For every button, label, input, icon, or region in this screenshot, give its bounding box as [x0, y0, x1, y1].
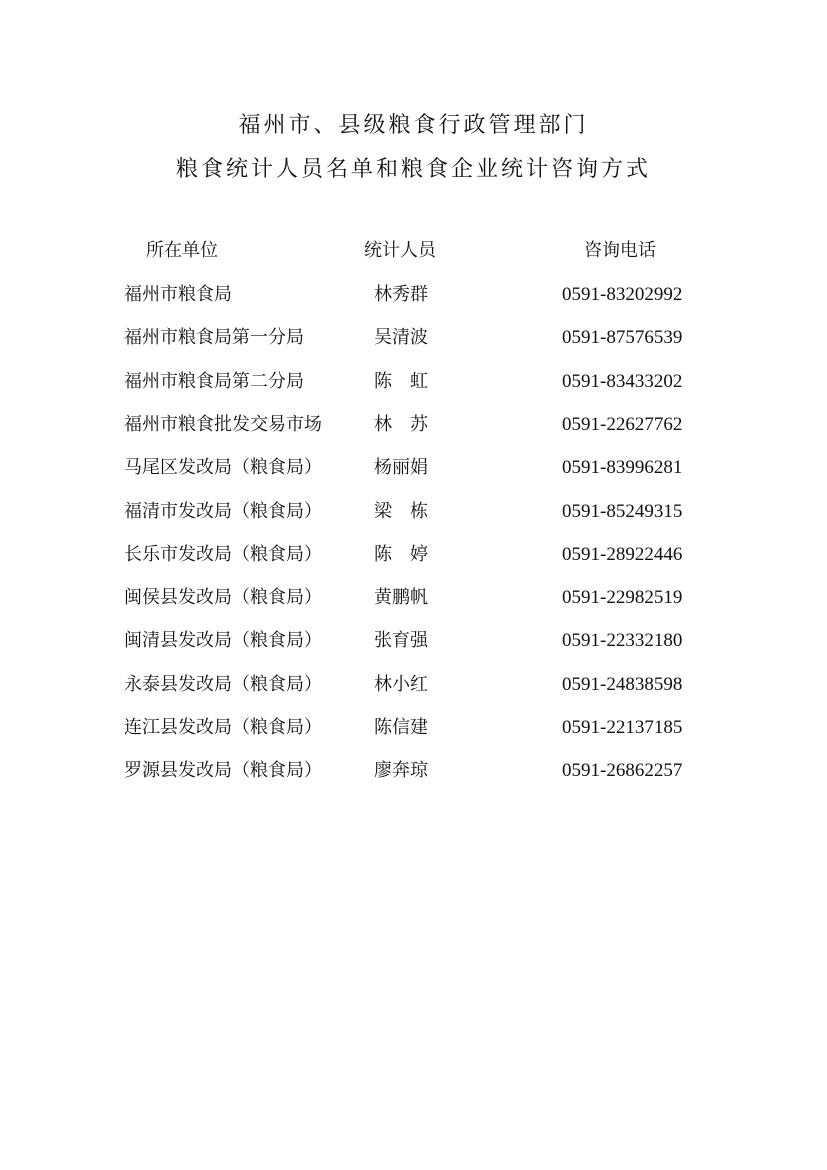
person-cell: 吴清波 — [374, 327, 428, 348]
phone-cell: 0591-22627762 — [562, 414, 683, 435]
unit-cell: 永泰县发改局（粮食局） — [124, 674, 322, 695]
unit-cell: 闽清县发改局（粮食局） — [124, 630, 322, 651]
column-header-unit: 所在单位 — [146, 240, 218, 261]
person-cell: 张育强 — [374, 630, 428, 651]
phone-cell: 0591-22332180 — [562, 630, 683, 651]
person-cell: 黄鹏帆 — [374, 587, 428, 608]
unit-cell: 罗源县发改局（粮食局） — [124, 760, 322, 781]
phone-cell: 0591-22137185 — [562, 717, 683, 738]
phone-cell: 0591-83996281 — [562, 457, 683, 478]
unit-cell: 马尾区发改局（粮食局） — [124, 457, 322, 478]
phone-cell: 0591-28922446 — [562, 544, 683, 565]
phone-cell: 0591-83433202 — [562, 371, 683, 392]
unit-cell: 长乐市发改局（粮食局） — [124, 544, 322, 565]
person-cell: 杨丽娟 — [374, 457, 428, 478]
person-cell: 梁栋 — [374, 501, 446, 522]
column-header-person: 统计人员 — [364, 240, 436, 261]
unit-cell: 福州市粮食局 — [124, 284, 232, 305]
person-cell: 廖奔琼 — [374, 760, 428, 781]
unit-cell: 连江县发改局（粮食局） — [124, 717, 322, 738]
phone-cell: 0591-87576539 — [562, 327, 683, 348]
phone-cell: 0591-26862257 — [562, 760, 683, 781]
phone-cell: 0591-83202992 — [562, 284, 683, 305]
document-title-line-1: 福州市、县级粮食行政管理部门 — [238, 113, 589, 138]
unit-cell: 福州市粮食局第二分局 — [124, 371, 304, 392]
unit-cell: 闽侯县发改局（粮食局） — [124, 587, 322, 608]
column-header-phone: 咨询电话 — [584, 240, 656, 261]
person-cell: 林苏 — [374, 414, 446, 435]
person-cell: 陈虹 — [374, 371, 446, 392]
phone-cell: 0591-85249315 — [562, 501, 683, 522]
unit-cell: 福清市发改局（粮食局） — [124, 501, 322, 522]
unit-cell: 福州市粮食批发交易市场 — [124, 414, 322, 435]
person-cell: 林秀群 — [374, 284, 428, 305]
document-title-line-2: 粮食统计人员名单和粮食企业统计咨询方式 — [175, 157, 651, 182]
person-cell: 陈婷 — [374, 544, 446, 565]
person-cell: 林小红 — [374, 674, 428, 695]
unit-cell: 福州市粮食局第一分局 — [124, 327, 304, 348]
person-cell: 陈信建 — [374, 717, 428, 738]
phone-cell: 0591-24838598 — [562, 674, 683, 695]
phone-cell: 0591-22982519 — [562, 587, 683, 608]
